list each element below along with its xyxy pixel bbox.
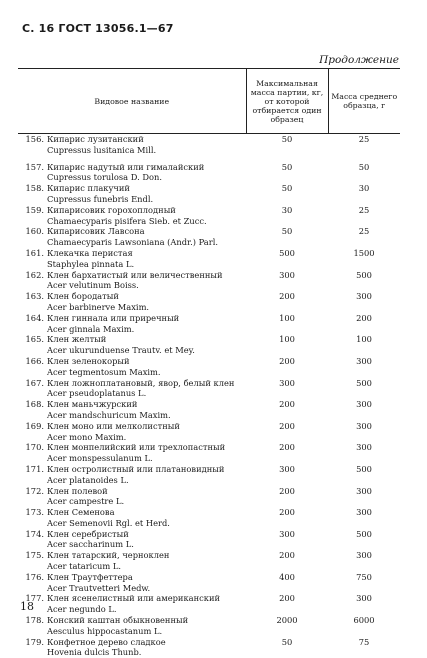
sample-mass-value: 300 [356, 399, 372, 410]
russian-name: Клен зеленокорый [47, 355, 130, 366]
table-row [18, 421, 400, 443]
max-mass-value: 200 [279, 355, 295, 366]
sample-mass-value: 200 [356, 312, 372, 323]
sample-mass-value: 25 [358, 204, 370, 215]
latin-name: Acer ginnala Maxim. [47, 323, 135, 334]
latin-name: Acer saccharinum L. [47, 539, 134, 550]
russian-name: Клен ложноплатановый, явор, белый клен [47, 377, 235, 388]
row-number: 171. [25, 463, 44, 474]
russian-name: Клен бородатый [47, 291, 119, 302]
latin-name: Cupressus torulosa D. Don. [47, 172, 163, 183]
latin-name: Acer monspessulanum L. [47, 453, 153, 464]
sample-mass-value: 300 [356, 593, 372, 604]
latin-name: Acer platanoides L. [47, 474, 129, 485]
table-row [18, 134, 400, 156]
species-cell [18, 486, 246, 508]
sample-mass-value: 300 [356, 291, 372, 302]
latin-name: Acer campestre L. [47, 496, 125, 507]
row-number: 178. [25, 615, 44, 626]
table-row [18, 486, 400, 508]
species-cell [18, 442, 246, 464]
max-mass-value: 200 [279, 420, 295, 431]
row-number: 162. [25, 269, 44, 280]
table-row [18, 593, 400, 615]
species-cell [18, 615, 246, 637]
max-mass-value: 50 [281, 183, 293, 194]
latin-name: Staphylea pinnata L. [47, 258, 135, 269]
russian-name: Конский каштан обыкновенный [47, 615, 189, 626]
table-row [18, 507, 400, 529]
page-number: 18 [20, 600, 34, 613]
page-header: С. 16 ГОСТ 13056.1—67 [22, 22, 174, 35]
max-mass-value: 100 [279, 334, 295, 345]
max-mass-value: 30 [281, 204, 293, 215]
max-mass-value: 500 [279, 247, 295, 258]
row-number: 161. [25, 247, 44, 258]
russian-name: Клен Траутфеттера [47, 571, 133, 582]
max-mass-value: 50 [281, 161, 293, 172]
row-number: 158. [25, 183, 44, 194]
table-row [18, 442, 400, 464]
latin-name: Acer negundo L. [47, 604, 117, 615]
species-cell [18, 572, 246, 594]
table-row [18, 615, 400, 637]
table-row [18, 156, 400, 184]
russian-name: Клен остролистный или платановидный [47, 463, 225, 474]
species-cell [18, 550, 246, 572]
seed-mass-table [18, 68, 400, 658]
table-row [18, 183, 400, 205]
max-mass-value: 200 [279, 485, 295, 496]
max-mass-value: 200 [279, 507, 295, 518]
russian-name: Клен Семенова [47, 507, 115, 518]
latin-name: Acer Semenovii Rgl. et Herd. [47, 517, 170, 528]
row-number: 170. [25, 442, 44, 453]
sample-mass-value: 300 [356, 355, 372, 366]
russian-name: Клен моно или мелколистный [47, 420, 180, 431]
species-cell [18, 334, 246, 356]
sample-mass-value: 25 [358, 134, 370, 144]
species-cell [18, 291, 246, 313]
row-number: 164. [25, 312, 44, 323]
species-cell [18, 399, 246, 421]
latin-name: Hovenia dulcis Thunb. [47, 647, 142, 658]
species-cell [18, 134, 246, 156]
species-cell [18, 507, 246, 529]
russian-name: Кипарис надутый или гималайский [47, 161, 205, 172]
row-number: 169. [25, 420, 44, 431]
sample-mass-value: 6000 [353, 615, 375, 626]
sample-mass-value: 750 [356, 571, 372, 582]
table-row [18, 313, 400, 335]
sample-mass-value: 500 [356, 528, 372, 539]
latin-name: Acer tataricum L. [47, 561, 121, 572]
max-mass-value: 200 [279, 399, 295, 410]
species-cell [18, 270, 246, 292]
max-mass-value: 50 [281, 636, 293, 647]
species-cell [18, 378, 246, 400]
latin-name: Chamaecyparis Lawsoniana (Andr.) Parl. [47, 237, 219, 248]
row-number: 156. [25, 134, 44, 144]
continuation-label: Продолжение [319, 54, 399, 66]
sample-mass-value: 500 [356, 269, 372, 280]
max-mass-value: 300 [279, 377, 295, 388]
russian-name: Клекачка перистая [47, 247, 133, 258]
table-row [18, 248, 400, 270]
row-number: 177. [25, 593, 44, 604]
latin-name: Acer Trautvetteri Medw. [47, 582, 151, 593]
latin-name: Acer tegmentosum Maxim. [47, 366, 161, 377]
sample-mass-value: 100 [356, 334, 372, 345]
max-mass-value: 400 [279, 571, 295, 582]
latin-name: Acer ukurunduense Trautv. et Mey. [47, 345, 195, 356]
species-cell [18, 637, 246, 658]
latin-name: Acer mono Maxim. [47, 431, 127, 442]
table-row [18, 529, 400, 551]
russian-name: Кипарис плакучий [47, 183, 130, 194]
max-mass-value: 300 [279, 463, 295, 474]
russian-name: Клен ясенелистный или американский [47, 593, 221, 604]
latin-name: Chamaecyparis pisifera Sieb. et Zucc. [47, 215, 207, 226]
row-number: 174. [25, 528, 44, 539]
table-row [18, 291, 400, 313]
row-number: 175. [25, 550, 44, 561]
sample-mass-value: 300 [356, 550, 372, 561]
russian-name: Клен гиннала или приречный [47, 312, 180, 323]
row-number: 163. [25, 291, 44, 302]
species-cell [18, 593, 246, 615]
row-number: 165. [25, 334, 44, 345]
sample-mass-value: 300 [356, 420, 372, 431]
sample-mass-value: 1500 [353, 247, 375, 258]
row-number: 172. [25, 485, 44, 496]
table-row [18, 572, 400, 594]
table-row [18, 550, 400, 572]
max-mass-value: 50 [281, 134, 293, 144]
sample-mass-value: 75 [358, 636, 370, 647]
table-row [18, 205, 400, 227]
table-row [18, 378, 400, 400]
row-number: 167. [25, 377, 44, 388]
latin-name: Acer pseudoplatanus L. [47, 388, 147, 399]
row-number: 168. [25, 399, 44, 410]
latin-name: Cupressus funebris Endl. [47, 193, 154, 204]
row-number: 160. [25, 226, 44, 237]
row-number: 176. [25, 571, 44, 582]
max-mass-value: 300 [279, 528, 295, 539]
latin-name: Acer mandschuricum Maxim. [47, 409, 171, 420]
table-row [18, 226, 400, 248]
max-mass-value: 50 [281, 226, 293, 237]
table-row [18, 356, 400, 378]
column-header-sample-mass: Масса среднего образца, г [328, 69, 400, 134]
species-cell [18, 156, 246, 184]
sample-mass-value: 300 [356, 485, 372, 496]
max-mass-value: 100 [279, 312, 295, 323]
row-number: 159. [25, 204, 44, 215]
russian-name: Конфетное дерево сладкое [47, 636, 166, 647]
sample-mass-value: 300 [356, 507, 372, 518]
russian-name: Клен желтый [47, 334, 107, 345]
sample-mass-value: 300 [356, 442, 372, 453]
table-row [18, 270, 400, 292]
max-mass-value: 200 [279, 550, 295, 561]
russian-name: Кипарисовик горохоплодный [47, 204, 176, 215]
russian-name: Клен полевой [47, 485, 108, 496]
column-header-name: Видовое название [18, 69, 246, 134]
sample-mass-value: 500 [356, 377, 372, 388]
sample-mass-value: 25 [358, 226, 370, 237]
max-mass-value: 200 [279, 442, 295, 453]
russian-name: Кипарис лузитанский [47, 134, 144, 144]
table-row [18, 399, 400, 421]
latin-name: Acer barbinerve Maxim. [47, 301, 150, 312]
species-cell [18, 183, 246, 205]
max-mass-value: 2000 [276, 615, 298, 626]
max-mass-value: 300 [279, 269, 295, 280]
species-cell [18, 205, 246, 227]
row-number: 166. [25, 355, 44, 366]
table-row [18, 637, 400, 658]
max-mass-value: 200 [279, 593, 295, 604]
row-number: 173. [25, 507, 44, 518]
species-cell [18, 313, 246, 335]
species-cell [18, 464, 246, 486]
russian-name: Клен маньчжурский [47, 399, 138, 410]
species-cell [18, 248, 246, 270]
latin-name: Aesculus hippocastanum L. [47, 625, 163, 636]
species-cell [18, 226, 246, 248]
column-header-max-mass: Максимальная масса партии, кг, от которой отбирается один образец [246, 69, 328, 134]
russian-name: Клен серебристый [47, 528, 129, 539]
species-cell [18, 529, 246, 551]
row-number: 179. [25, 636, 44, 647]
russian-name: Кипарисовик Лавсона [47, 226, 145, 237]
row-number: 157. [25, 161, 44, 172]
species-cell [18, 421, 246, 443]
table-row [18, 334, 400, 356]
latin-name: Acer velutinum Boiss. [47, 280, 139, 291]
latin-name: Cupressus lusitanica Mill. [47, 144, 157, 155]
russian-name: Клен бархатистый или величественный [47, 269, 223, 280]
sample-mass-value: 500 [356, 463, 372, 474]
russian-name: Клен татарский, черноклен [47, 550, 170, 561]
species-cell [18, 356, 246, 378]
sample-mass-value: 30 [358, 183, 370, 194]
sample-mass-value: 50 [358, 161, 370, 172]
table-row [18, 464, 400, 486]
max-mass-value: 200 [279, 291, 295, 302]
russian-name: Клен монпелийский или трехлопастный [47, 442, 226, 453]
